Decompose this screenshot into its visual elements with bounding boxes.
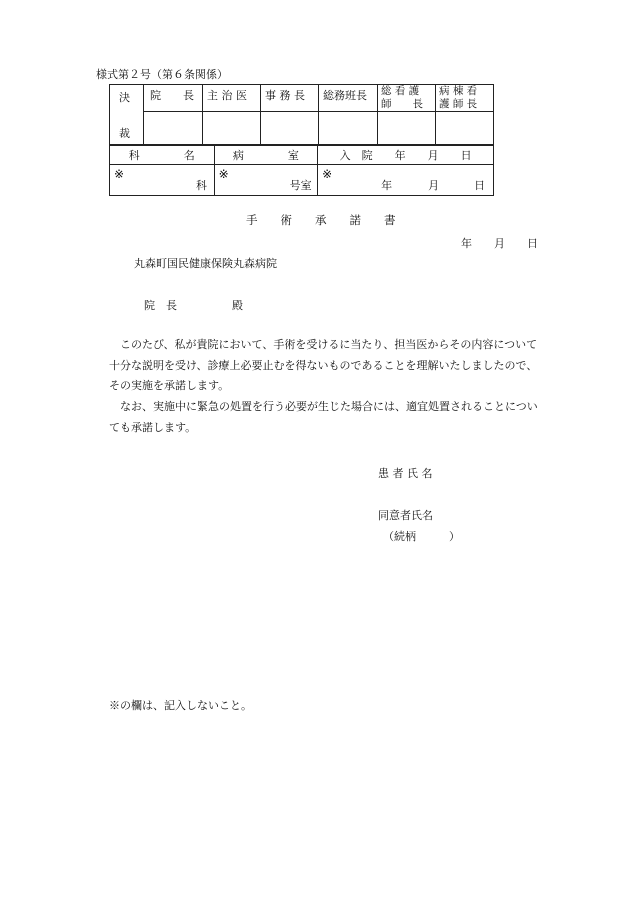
approval-stamp-admin-chief[interactable]: [261, 112, 319, 146]
approval-stamp-ward-nurse[interactable]: [436, 112, 494, 146]
approval-col-general-affairs: 総務班長: [319, 85, 378, 112]
date-day: 日: [474, 179, 486, 192]
approval-stamp-physician[interactable]: [203, 112, 261, 146]
consent-paragraph-2: なお、実施中に緊急の処置を行う必要が生じた場合には、適宜処置されることについ ても承諾します。: [109, 400, 538, 434]
form-number: 様式第２号（第６条関係）: [96, 68, 228, 81]
patient-name-label: 患 者 氏 名: [378, 467, 433, 480]
patient-info-table: [109, 144, 494, 196]
consent-paragraph-1: このたび、私が貴院において、手術を受けるに当たり、担当医からその内容について 十分な説明を受け、診療上必要止むを得ないものであることを理解いたしましたので、 その実施を承諾します。: [109, 338, 538, 392]
approval-col-ward-nurse: 病 棟 看 護 師 長: [436, 85, 494, 112]
date-month: 月: [428, 179, 440, 192]
dept-cell[interactable]: [110, 165, 215, 196]
note-mark: ※: [218, 167, 229, 181]
note-mark: ※: [114, 167, 125, 181]
approval-col-head-nurse: 総 看 護 師 長: [378, 85, 436, 112]
approval-stamp-head-nurse[interactable]: [378, 112, 436, 146]
approval-stamp-director[interactable]: [144, 112, 203, 146]
footnote: ※の欄は、記入しないこと。: [109, 699, 252, 712]
document-title: 手 術 承 諾 書: [246, 213, 396, 227]
consenter-name-label: 同意者氏名: [378, 509, 433, 522]
date-line: 年 月 日: [461, 237, 538, 250]
approval-table: [109, 84, 494, 146]
approval-label-top: 決: [119, 91, 130, 104]
header-room: 病 室: [214, 145, 318, 165]
approval-label-cell: [110, 85, 144, 146]
approval-stamp-general-affairs[interactable]: [319, 112, 378, 146]
date-year: 年: [381, 179, 393, 192]
note-mark: ※: [322, 167, 333, 181]
admission-date-cell[interactable]: [318, 165, 494, 196]
addressee: 院 長 殿: [144, 299, 243, 312]
approval-col-physician: 主 治 医: [203, 85, 261, 112]
room-cell[interactable]: [214, 165, 318, 196]
relation-label: （続柄 ）: [383, 530, 460, 543]
dept-suffix: 科: [196, 179, 207, 192]
room-suffix: 号室: [289, 179, 312, 192]
header-dept: 科 名: [110, 145, 215, 165]
header-admission: 入 院 年 月 日: [318, 145, 494, 165]
approval-col-director: 院 長: [144, 85, 203, 112]
hospital-name: 丸森町国民健康保険丸森病院: [134, 257, 277, 270]
approval-col-admin-chief: 事 務 長: [261, 85, 319, 112]
approval-label-bottom: 裁: [119, 127, 130, 140]
